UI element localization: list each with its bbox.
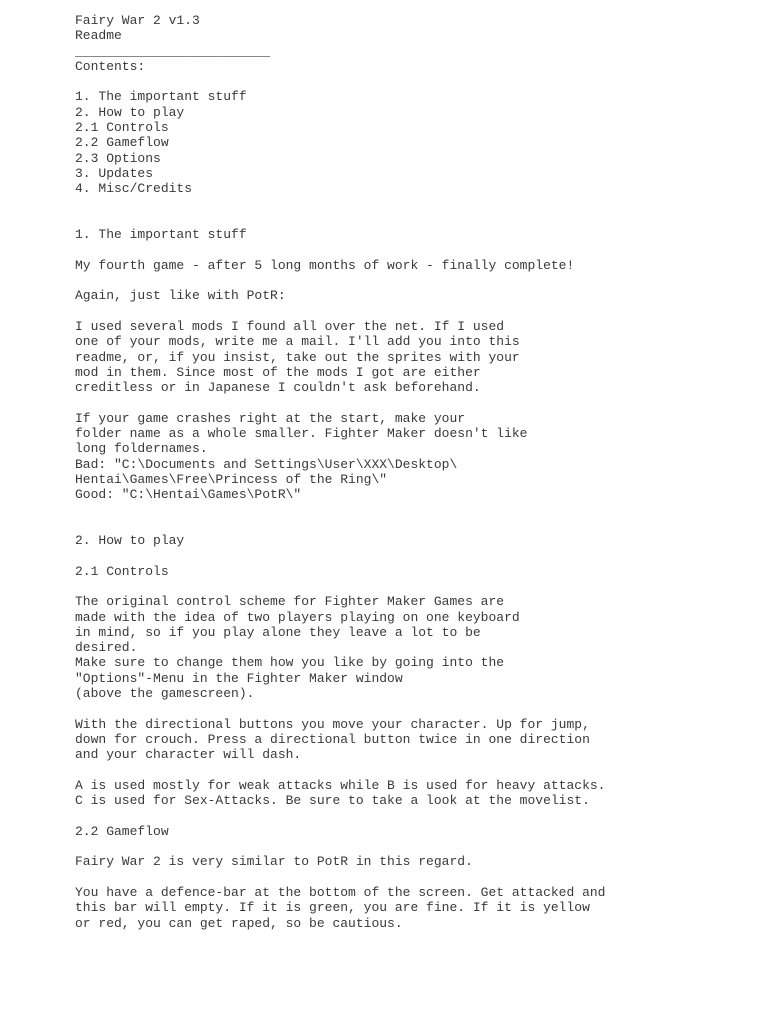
contents-item: 2.2 Gameflow	[75, 135, 169, 151]
mods-paragraph	[75, 319, 735, 395]
paragraph-line: long foldernames.	[75, 441, 208, 457]
gameflow-paragraph-2	[75, 885, 735, 931]
paragraph-line: "Options"-Menu in the Fighter Maker window	[75, 670, 403, 686]
paragraph-line: made with the idea of two players playing on one keyboard	[75, 609, 520, 625]
contents-item: 1. The important stuff	[75, 89, 247, 105]
contents-item: 2.1 Controls	[75, 120, 169, 136]
paragraph-line: desired.	[75, 640, 138, 656]
contents-list	[75, 89, 735, 196]
bad-path-example: Bad: "C:\Documents and Settings\User\XXX\Desktop\	[75, 456, 458, 472]
paragraph-line: or red, you can get raped, so be cautious.	[75, 915, 403, 931]
section-heading-how-to-play: 2. How to play	[75, 533, 185, 549]
intro-line: My fourth game - after 5 long months of work - finally complete!	[75, 257, 575, 273]
bad-path-example-cont: Hentai\Games\Free\Princess of the Ring\"	[75, 471, 388, 487]
paragraph-line: folder name as a whole smaller. Fighter Maker doesn't like	[75, 426, 528, 442]
paragraph-line: With the directional buttons you move your character. Up for jump,	[75, 716, 590, 732]
paragraph-line: I used several mods I found all over the net. If I used	[75, 318, 505, 334]
paragraph-line: Make sure to change them how you like by going into the	[75, 655, 505, 671]
controls-paragraph-2	[75, 717, 735, 763]
again-line: Again, just like with PotR:	[75, 288, 286, 304]
controls-paragraph-1	[75, 594, 735, 701]
paragraph-line: mod in them. Since most of the mods I got are either	[75, 364, 481, 380]
paragraph-line: one of your mods, write me a mail. I'll add you into this	[75, 334, 520, 350]
subsection-heading-controls: 2.1 Controls	[75, 563, 169, 579]
readme-document	[75, 13, 735, 931]
paragraph-line: readme, or, if you insist, take out the sprites with your	[75, 349, 520, 365]
section-heading-important: 1. The important stuff	[75, 227, 247, 243]
paragraph-line: this bar will empty. If it is green, you are fine. If it is yellow	[75, 900, 590, 916]
paragraph-line: The original control scheme for Fighter Maker Games are	[75, 594, 505, 610]
controls-paragraph-3	[75, 778, 735, 809]
document-subtitle: Readme	[75, 28, 122, 44]
crash-paragraph	[75, 411, 735, 503]
contents-item: 4. Misc/Credits	[75, 181, 193, 197]
paragraph-line: down for crouch. Press a directional button twice in one direction	[75, 731, 590, 747]
contents-item: 2. How to play	[75, 104, 185, 120]
paragraph-line: and your character will dash.	[75, 747, 302, 763]
contents-item: 2.3 Options	[75, 150, 161, 166]
gameflow-paragraph-1	[75, 854, 735, 869]
good-path-example: Good: "C:\Hentai\Games\PotR\"	[75, 487, 302, 503]
paragraph-line: in mind, so if you play alone they leave a lot to be	[75, 624, 481, 640]
paragraph-line: Fairy War 2 is very similar to PotR in this regard.	[75, 854, 473, 870]
title-underline: _________________________	[75, 43, 271, 59]
paragraph-line: You have a defence-bar at the bottom of the screen. Get attacked and	[75, 884, 606, 900]
document-title: Fairy War 2 v1.3	[75, 13, 200, 28]
contents-item: 3. Updates	[75, 165, 154, 181]
paragraph-line: C is used for Sex-Attacks. Be sure to take a look at the movelist.	[75, 793, 590, 809]
paragraph-line: (above the gamescreen).	[75, 686, 255, 702]
subsection-heading-gameflow: 2.2 Gameflow	[75, 823, 169, 839]
contents-heading: Contents:	[75, 58, 146, 74]
paragraph-line: A is used mostly for weak attacks while B is used for heavy attacks.	[75, 777, 606, 793]
paragraph-line: If your game crashes right at the start, make your	[75, 410, 466, 426]
paragraph-line: creditless or in Japanese I couldn't ask beforehand.	[75, 380, 481, 396]
